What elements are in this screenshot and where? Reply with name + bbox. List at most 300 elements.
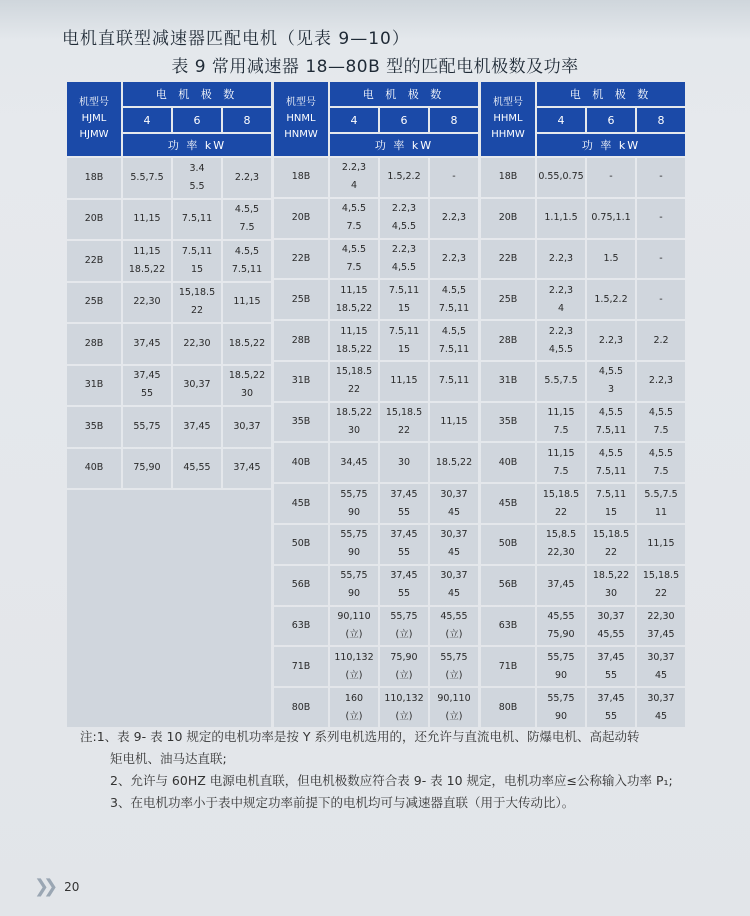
table-row: [274, 607, 478, 646]
power-cell: [430, 525, 478, 564]
power-value: 5.5,7.5: [544, 375, 578, 387]
power-value: 30,37: [647, 692, 675, 704]
model-header: [274, 82, 328, 156]
power-value: 55,75: [390, 610, 418, 622]
table-row: [274, 443, 478, 482]
poles-label: 电 机 极 数: [123, 82, 271, 106]
power-cell: [123, 158, 171, 198]
power-cell: [380, 443, 428, 482]
power-value: 2.2,3: [391, 243, 417, 255]
table-row: [481, 566, 685, 605]
table-block: [274, 82, 478, 727]
power-value: 55,75: [340, 488, 368, 500]
power-value: 45: [447, 506, 461, 518]
power-value: 15: [397, 343, 411, 355]
power-cell: [380, 525, 428, 564]
power-cell: [637, 647, 685, 686]
power-value: 15,18.5: [542, 488, 580, 500]
power-value: 37,45: [133, 337, 161, 349]
power-cell: [587, 158, 635, 197]
model-cell: 25B: [67, 283, 121, 323]
table-row: [67, 324, 271, 364]
model-cell: 35B: [274, 403, 328, 442]
power-value: 11,15: [547, 407, 575, 419]
model-cell: 50B: [481, 525, 535, 564]
pole-column-header: 8: [430, 108, 478, 132]
note-3: 3、在电机功率小于表中规定功率前提下的电机均可与减速器直联（用于大传动比）。: [110, 795, 575, 810]
power-cell: [173, 200, 221, 240]
series-name: HNML: [286, 113, 316, 124]
pole-columns: [330, 108, 478, 132]
power-value: 7.5: [346, 261, 362, 273]
power-cell: [380, 484, 428, 523]
power-cell: [637, 525, 685, 564]
power-cell: [380, 158, 428, 197]
power-cell: [587, 280, 635, 319]
table-row: [274, 647, 478, 686]
power-cell: [430, 484, 478, 523]
power-value: 4: [350, 180, 358, 192]
power-value: 30,37: [440, 488, 468, 500]
power-cell: [223, 241, 271, 281]
table-row: [481, 403, 685, 442]
power-cell: [637, 566, 685, 605]
footer: [34, 876, 79, 897]
note-2: 2、允许与 60HZ 电源电机直联，但电机极数应符合表 9- 表 10 规定，电机功率应≤公称输入功率 P₁;: [110, 773, 673, 788]
table-row: [274, 688, 478, 727]
model-label: 机型号: [79, 97, 109, 108]
power-cell: [430, 321, 478, 360]
power-value: 37,45: [597, 651, 625, 663]
power-cell: [637, 362, 685, 401]
power-value: (立): [345, 669, 363, 681]
power-value: 30,37: [647, 651, 675, 663]
power-value: 18.5,22: [128, 263, 166, 275]
model-cell: 56B: [481, 566, 535, 605]
power-value: 90: [554, 710, 568, 722]
power-cell: [587, 525, 635, 564]
power-value: 2.2,3: [234, 171, 260, 183]
table-row: [481, 484, 685, 523]
power-value: 37,45: [390, 488, 418, 500]
power-value: 4,5.5: [598, 407, 624, 419]
power-value: 7.5: [346, 221, 362, 233]
power-cell: [430, 647, 478, 686]
power-value: 7.5,11: [438, 375, 470, 387]
power-value: 0.55,0.75: [538, 171, 584, 183]
double-chevron-icon: ❯❯: [34, 876, 53, 897]
power-cell: [430, 362, 478, 401]
power-value: 37,45: [390, 529, 418, 541]
power-value: 18.5,22: [335, 407, 373, 419]
power-cell: [637, 199, 685, 238]
power-value: 2.2,3: [341, 162, 367, 174]
power-cell: [587, 199, 635, 238]
power-value: 45,55: [440, 610, 468, 622]
table-caption: 表 9 常用减速器 18—80B 型的匹配电机极数及功率: [171, 57, 579, 77]
power-value: 11,15: [390, 375, 418, 387]
pole-column-header: 4: [330, 108, 378, 132]
power-cell: [330, 199, 378, 238]
power-value: 30: [347, 425, 361, 437]
power-value: (立): [345, 710, 363, 722]
power-cell: [380, 240, 428, 279]
power-value: 75,90: [390, 651, 418, 663]
model-cell: 31B: [481, 362, 535, 401]
power-value: 75,90: [133, 462, 161, 474]
model-cell: 22B: [481, 240, 535, 279]
power-cell: [330, 158, 378, 197]
power-cell: [123, 407, 171, 447]
power-value: 2.2,3: [548, 252, 574, 264]
power-cell: [223, 449, 271, 489]
power-value: 15: [604, 506, 618, 518]
power-cell: [380, 199, 428, 238]
power-cell: [537, 607, 585, 646]
table-row: [481, 607, 685, 646]
power-value: 22,30: [547, 547, 575, 559]
power-value: 22: [190, 305, 204, 317]
table-row: [481, 240, 685, 279]
table-row: [481, 362, 685, 401]
power-value: -: [659, 171, 663, 183]
model-cell: 35B: [67, 407, 121, 447]
power-value: 15,8.5: [545, 529, 577, 541]
power-cell: [223, 366, 271, 406]
power-cell: [430, 280, 478, 319]
power-cell: [330, 647, 378, 686]
power-cell: [380, 280, 428, 319]
power-cell: [123, 324, 171, 364]
power-value: 4.5,5: [234, 245, 260, 257]
table-block: [481, 82, 685, 727]
table-row: [481, 647, 685, 686]
power-value: -: [659, 212, 663, 224]
model-cell: 71B: [274, 647, 328, 686]
pole-column-header: 6: [173, 108, 221, 132]
power-value: 7.5,11: [181, 245, 213, 257]
model-cell: 31B: [274, 362, 328, 401]
power-value: 7.5,11: [181, 213, 213, 225]
table-header: [274, 82, 478, 156]
model-cell: 56B: [274, 566, 328, 605]
model-cell: 50B: [274, 525, 328, 564]
model-cell: 31B: [67, 366, 121, 406]
power-cell: [637, 321, 685, 360]
power-value: 18.5,22: [435, 456, 473, 468]
table-row: [481, 525, 685, 564]
series-name: HHMW: [491, 129, 525, 140]
power-cell: [173, 407, 221, 447]
power-value: (立): [445, 710, 463, 722]
table-row: [481, 443, 685, 482]
power-value: 30,37: [233, 420, 261, 432]
power-value: 7.5,11: [595, 465, 627, 477]
power-value: 37,45: [547, 579, 575, 591]
power-cell: [587, 484, 635, 523]
power-value: 45,55: [597, 628, 625, 640]
power-cell: [537, 362, 585, 401]
power-value: 2.2,3: [648, 375, 674, 387]
table-body: [274, 158, 478, 727]
power-cell: [223, 407, 271, 447]
power-cell: [173, 366, 221, 406]
poles-label: 电 机 极 数: [537, 82, 685, 106]
power-cell: [537, 321, 585, 360]
table-row: [274, 321, 478, 360]
model-cell: 35B: [481, 403, 535, 442]
power-cell: [330, 566, 378, 605]
power-value: 7.5: [239, 222, 255, 234]
power-value: 11,15: [133, 245, 161, 257]
power-cell: [637, 403, 685, 442]
power-cell: [587, 403, 635, 442]
model-cell: 25B: [481, 280, 535, 319]
power-cell: [537, 280, 585, 319]
power-value: 4.5,5: [234, 204, 260, 216]
power-value: 18.5,22: [592, 570, 630, 582]
power-value: 4,5.5: [341, 203, 367, 215]
power-cell: [123, 449, 171, 489]
power-value: 18.5,22: [228, 370, 266, 382]
table-row: [481, 321, 685, 360]
power-value: 1.5: [603, 252, 619, 264]
power-value: 55,75: [340, 570, 368, 582]
power-value: 4,5.5: [648, 407, 674, 419]
power-value: -: [609, 171, 613, 183]
power-cell: [380, 321, 428, 360]
poles-header: [537, 82, 685, 156]
power-value: 11: [654, 506, 668, 518]
power-value: 55: [397, 588, 411, 600]
pole-column-header: 8: [637, 108, 685, 132]
power-cell: [537, 158, 585, 197]
power-value: 45: [447, 588, 461, 600]
power-cell: [537, 199, 585, 238]
power-cell: [537, 566, 585, 605]
power-value: 7.5,11: [388, 325, 420, 337]
model-cell: 20B: [67, 200, 121, 240]
power-cell: [123, 283, 171, 323]
power-value: 90: [347, 506, 361, 518]
table-row: [67, 407, 271, 447]
power-value: 15,18.5: [385, 407, 423, 419]
table-row: [274, 362, 478, 401]
motor-table: [67, 82, 685, 727]
table-header: [481, 82, 685, 156]
power-value: (立): [395, 669, 413, 681]
power-value: 1.5,2.2: [594, 293, 628, 305]
power-cell: [637, 280, 685, 319]
power-cell: [430, 240, 478, 279]
series-name: HJMW: [79, 129, 109, 140]
power-value: 37,45: [133, 370, 161, 382]
power-cell: [380, 647, 428, 686]
power-value: 45: [654, 710, 668, 722]
power-cell: [330, 362, 378, 401]
power-value: 15,18.5: [178, 287, 216, 299]
power-cell: [430, 443, 478, 482]
power-cell: [380, 362, 428, 401]
model-header: [481, 82, 535, 156]
model-cell: 45B: [274, 484, 328, 523]
power-value: 37,45: [233, 462, 261, 474]
power-cell: [537, 240, 585, 279]
power-value: 11,15: [233, 296, 261, 308]
power-value: 11,15: [340, 325, 368, 337]
power-cell: [587, 566, 635, 605]
power-value: 90: [347, 588, 361, 600]
power-value: 110,132: [334, 651, 374, 663]
power-cell: [430, 158, 478, 197]
power-value: 11,15: [340, 284, 368, 296]
table-row: [67, 158, 271, 198]
power-cell: [430, 688, 478, 727]
power-value: 55,75: [547, 651, 575, 663]
power-value: 4,5.5: [391, 221, 417, 233]
model-cell: 20B: [274, 199, 328, 238]
power-value: 7.5,11: [438, 343, 470, 355]
power-value: 4,5.5: [598, 447, 624, 459]
power-cell: [330, 321, 378, 360]
power-value: 37,45: [183, 420, 211, 432]
pole-columns: [123, 108, 271, 132]
table-row: [274, 403, 478, 442]
power-value: 2.2,3: [598, 334, 624, 346]
power-cell: [537, 403, 585, 442]
power-value: 90: [347, 547, 361, 559]
power-value: 1.5,2.2: [387, 171, 421, 183]
power-value: 18.5,22: [335, 302, 373, 314]
power-label: 功 率 kW: [537, 134, 685, 156]
power-value: 15,18.5: [592, 529, 630, 541]
power-value: 55: [604, 669, 618, 681]
model-cell: 71B: [481, 647, 535, 686]
power-value: 30: [240, 388, 254, 400]
power-value: 55,75: [547, 692, 575, 704]
power-value: 22: [604, 547, 618, 559]
power-cell: [123, 366, 171, 406]
table-row: [274, 199, 478, 238]
table-block: [67, 82, 271, 727]
power-value: 11,15: [647, 538, 675, 550]
power-value: 4,5.5: [391, 261, 417, 273]
power-value: 2.2,3: [548, 284, 574, 296]
power-value: 90,110: [437, 692, 471, 704]
power-value: (立): [395, 628, 413, 640]
power-value: 7.5,11: [388, 284, 420, 296]
power-value: 110,132: [384, 692, 424, 704]
series-name: HHML: [493, 113, 523, 124]
power-value: 55: [140, 388, 154, 400]
power-value: 22: [397, 425, 411, 437]
power-value: 7.5: [553, 465, 569, 477]
power-value: 37,45: [597, 692, 625, 704]
power-value: 45: [654, 669, 668, 681]
model-cell: 20B: [481, 199, 535, 238]
power-value: 15: [190, 263, 204, 275]
power-cell: [637, 240, 685, 279]
power-value: 37,45: [390, 570, 418, 582]
power-cell: [637, 607, 685, 646]
power-value: -: [659, 252, 663, 264]
model-cell: 18B: [481, 158, 535, 197]
table-row: [481, 688, 685, 727]
power-value: 22,30: [647, 610, 675, 622]
power-value: 45,55: [547, 610, 575, 622]
power-cell: [380, 403, 428, 442]
power-value: 4: [557, 302, 565, 314]
table-row: [481, 158, 685, 197]
power-value: 3.4: [189, 162, 205, 174]
pole-column-header: 4: [123, 108, 171, 132]
table-row: [67, 366, 271, 406]
pole-column-header: 8: [223, 108, 271, 132]
pole-column-header: 4: [537, 108, 585, 132]
page-title: 电机直联型减速器匹配电机（见表 9—10）: [62, 29, 410, 49]
power-value: 7.5: [653, 465, 669, 477]
series-name: HNMW: [284, 129, 318, 140]
page-number: 20: [64, 879, 80, 894]
power-value: 7.5,11: [231, 263, 263, 275]
power-value: 2.2,3: [391, 203, 417, 215]
table-row: [67, 283, 271, 323]
power-value: 7.5,11: [595, 488, 627, 500]
power-cell: [330, 525, 378, 564]
model-cell: 28B: [67, 324, 121, 364]
power-cell: [330, 280, 378, 319]
model-cell: 22B: [274, 240, 328, 279]
power-cell: [330, 443, 378, 482]
power-value: 7.5,11: [438, 302, 470, 314]
power-value: 5.5,7.5: [130, 171, 164, 183]
model-cell: 40B: [481, 443, 535, 482]
model-cell: 63B: [274, 607, 328, 646]
power-cell: [223, 158, 271, 198]
power-cell: [430, 566, 478, 605]
table-row: [67, 241, 271, 281]
power-value: 22: [554, 506, 568, 518]
empty-area: [67, 490, 271, 727]
power-cell: [330, 607, 378, 646]
power-value: 4,5.5: [341, 243, 367, 255]
power-value: 45: [447, 547, 461, 559]
table-row: [67, 200, 271, 240]
table-body: [67, 158, 271, 727]
power-value: 5.5: [189, 180, 205, 192]
poles-label: 电 机 极 数: [330, 82, 478, 106]
series-name: HJML: [81, 113, 107, 124]
power-value: 7.5: [553, 425, 569, 437]
power-cell: [637, 443, 685, 482]
power-value: 18.5,22: [335, 343, 373, 355]
power-value: 22,30: [183, 337, 211, 349]
power-cell: [537, 484, 585, 523]
power-cell: [587, 443, 635, 482]
power-cell: [587, 607, 635, 646]
poles-header: [123, 82, 271, 156]
power-value: -: [452, 171, 456, 183]
power-value: 30,37: [183, 379, 211, 391]
power-value: 34,45: [340, 456, 368, 468]
table-header: [67, 82, 271, 156]
model-cell: 40B: [67, 449, 121, 489]
power-value: 90: [554, 669, 568, 681]
power-cell: [537, 525, 585, 564]
power-value: 55: [604, 710, 618, 722]
pole-columns: [537, 108, 685, 132]
power-cell: [330, 240, 378, 279]
